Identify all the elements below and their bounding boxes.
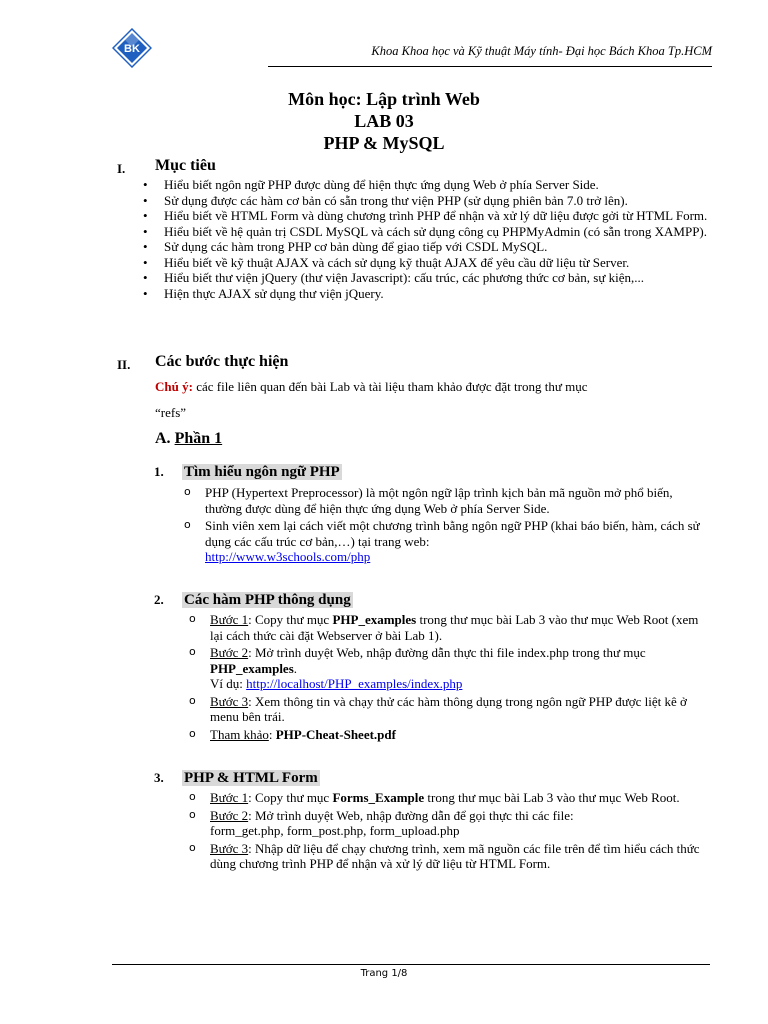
list-item (186, 808, 706, 839)
reference-label: Tham khảo (210, 726, 269, 742)
list-item: • Hiểu biết về HTML Form và dùng chương trình PHP để nhận và xử lý dữ liệu được gởi từ HTML Form. (140, 208, 712, 224)
footer-divider (112, 964, 710, 965)
part-a-title: Phần 1 (174, 430, 223, 447)
note-paragraph (155, 379, 715, 395)
title-course: Môn học: Lập trình Web (288, 89, 480, 109)
title-lab: LAB 03 (354, 111, 414, 131)
step-3-heading (154, 770, 320, 787)
list-item: • Hiểu biết về hệ quản trị CSDL MySQL và cách sử dụng công cụ PHPMyAdmin (có sẵn trong XAMPP). (140, 224, 712, 240)
step-text: : Xem thông tin và chạy thử các hàm thông dụng trong ngôn ngữ PHP được liệt kê ở menu bên trái. (210, 693, 687, 724)
step-text: : Copy thư mục (248, 612, 333, 627)
step-1-list (181, 485, 706, 567)
page-header (112, 28, 712, 68)
list-item: • Hiện thực AJAX sử dụng thư viện jQuery. (140, 286, 712, 302)
step-3-list (186, 790, 706, 874)
document-title (0, 88, 768, 154)
list-item: • Sử dụng được các hàm cơ bản có sẵn trong thư viện PHP (sử dụng phiên bản 7.0 trở lên). (140, 193, 712, 209)
note-text: các file liên quan đến bài Lab và tài liệu tham khảo được đặt trong thư mục (192, 379, 588, 394)
step-text: : Mở trình duyệt Web, nhập đường dẫn để gọi thực thi các file: (248, 807, 574, 823)
step-1-item-2-text: Sinh viên xem lại cách viết một chương trình bằng ngôn ngữ PHP (khai báo biến, hàm, cách sử dụng các cấu trúc cơ bản,…) tại trang web: (205, 518, 700, 549)
step-label: Bước 2 (210, 645, 249, 660)
step-text: : (268, 726, 276, 742)
list-item (186, 612, 706, 643)
step-label: Bước 1 (210, 612, 249, 627)
step-2-title: Các hàm PHP thông dụng (184, 592, 351, 608)
step-text: . (293, 660, 298, 676)
step-text: trong thư mục bài Lab 3 vào thư mục Web Root. (424, 790, 680, 805)
list-item (186, 645, 706, 692)
w3schools-link[interactable]: http://www.w3schools.com/php (205, 549, 371, 564)
title-topic: PHP & MySQL (323, 133, 445, 153)
list-item (186, 841, 706, 872)
step-3-title: PHP & HTML Form (184, 770, 318, 786)
part-a-prefix: A. (155, 430, 175, 447)
list-item (186, 790, 706, 806)
step-label: Bước 1 (210, 790, 249, 805)
logo-text: BK (124, 43, 140, 55)
part-a-heading (155, 430, 222, 448)
objectives-list (140, 177, 712, 301)
step-3-number: 3. (154, 770, 164, 785)
folder-name: Forms_Example (332, 790, 425, 805)
header-divider (268, 66, 712, 67)
list-item (181, 518, 706, 565)
note-refs: “refs” (155, 405, 187, 420)
step-text: : Copy thư mục (248, 790, 333, 805)
step-text: : Mở trình duyệt Web, nhập đường dẫn thực thi file index.php trong thư mục (248, 645, 646, 660)
folder-name: PHP_examples (210, 660, 294, 676)
institution-name: Khoa Khoa học và Kỹ thuật Máy tính- Đại học Bách Khoa Tp.HCM (371, 44, 712, 58)
list-item (186, 694, 706, 725)
step-label: Bước 2 (210, 807, 249, 823)
step-text: : Nhập dữ liệu để chạy chương trình, xem mã nguồn các file trên để tìm hiểu cách thức dùng chương trình PHP để nhận và xử lý dữ liệu từ HTML Form. (210, 840, 700, 871)
reference-file: PHP-Cheat-Sheet.pdf (275, 726, 396, 742)
section-1-number: I. (117, 161, 126, 176)
step-1-heading (154, 464, 342, 481)
step-1-number: 1. (154, 464, 164, 479)
file-list: form_get.php, form_post.php, form_upload.php (210, 823, 460, 838)
note-label: Chú ý: (155, 379, 193, 394)
step-2-heading (154, 592, 353, 609)
list-item: o PHP (Hypertext Preprocessor) là một ngôn ngữ lập trình kịch bản mã nguồn mở phổ biến, thường được dùng để hiện thực ứng dụng Web ở phía Server Side. (181, 485, 706, 516)
section-2-heading: Các bước thực hiện (155, 353, 289, 370)
section-1-heading: Mục tiêu (155, 157, 216, 174)
list-item: • Sử dụng các hàm trong PHP cơ bản dùng để giao tiếp với CSDL MySQL. (140, 239, 712, 255)
university-logo (112, 28, 152, 68)
step-label: Bước 3 (210, 693, 249, 709)
list-item: • Hiểu biết ngôn ngữ PHP được dùng để hiện thực ứng dụng Web ở phía Server Side. (140, 177, 712, 193)
localhost-link[interactable]: http://localhost/PHP_examples/index.php (246, 676, 463, 691)
list-item: • Hiểu biết thư viện jQuery (thư viện Javascript): cấu trúc, các phương thức cơ bản, sự kiện,... (140, 270, 712, 286)
section-2-number: II. (117, 357, 131, 372)
step-1-title: Tìm hiểu ngôn ngữ PHP (184, 464, 340, 480)
example-label: Ví dụ: (210, 676, 247, 691)
step-2-number: 2. (154, 592, 164, 607)
folder-name: PHP_examples (332, 612, 417, 627)
step-label: Bước 3 (210, 840, 249, 856)
step-text: trong thư mục bài Lab 3 vào thư mục Web Root (xem lại cách thức cài đặt Webserver ở bài Lab 1). (210, 612, 699, 643)
list-item (186, 727, 706, 743)
list-item: • Hiểu biết về kỹ thuật AJAX và cách sử dụng kỹ thuật AJAX để yêu cầu dữ liệu từ Server. (140, 255, 712, 271)
page-number: Trang 1/8 (360, 968, 408, 979)
step-2-list (186, 612, 706, 744)
